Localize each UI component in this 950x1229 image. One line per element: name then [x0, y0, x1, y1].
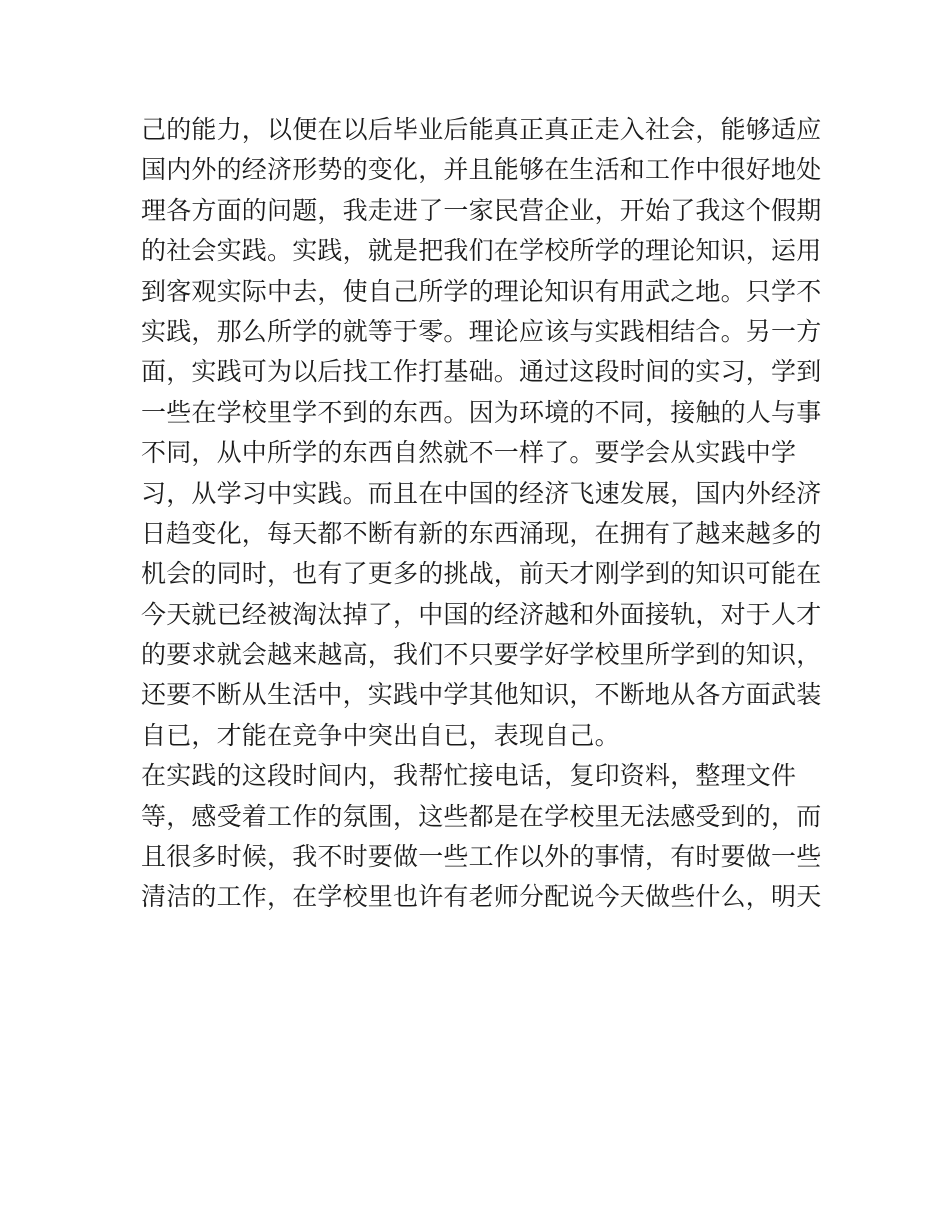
paragraph-end-line: 自已，才能在竞争中突出自已，表现自己。 — [141, 720, 620, 750]
text-line: 还要不断从生活中，实践中学其他知识，不断地从各方面武装 — [141, 680, 822, 710]
text-line: 的要求就会越来越高，我们不只要学好学校里所学到的知识， — [141, 640, 822, 670]
text-line: 不同，从中所学的东西自然就不一样了。要学会从实践中学 — [141, 438, 797, 468]
text-line: 一些在学校里学不到的东西。因为环境的不同，接触的人与事 — [141, 397, 822, 427]
text-line: 机会的同时，也有了更多的挑战，前天才刚学到的知识可能在 — [141, 559, 822, 589]
text-line: 等，感受着工作的氛围，这些都是在学校里无法感受到的，而 — [141, 801, 822, 831]
text-line: 今天就已经被淘汰掉了，中国的经济越和外面接轨，对于人才 — [141, 599, 822, 629]
text-line: 实践，那么所学的就等于零。理论应该与实践相结合。另一方 — [141, 316, 822, 346]
text-line: 清洁的工作，在学校里也许有老师分配说今天做些什么，明天 — [141, 882, 822, 912]
text-line: 面，实践可为以后找工作打基础。通过这段时间的实习，学到 — [141, 357, 822, 387]
document-body-text — [141, 110, 821, 918]
paragraph-start-line: 在实践的这段时间内，我帮忙接电话，复印资料，整理文件 — [141, 761, 797, 791]
text-line: 习，从学习中实践。而且在中国的经济飞速发展，国内外经济 — [141, 478, 822, 508]
text-line: 日趋变化，每天都不断有新的东西涌现，在拥有了越来越多的 — [141, 518, 822, 548]
text-line: 到客观实际中去，使自己所学的理论知识有用武之地。只学不 — [141, 276, 822, 306]
text-line: 己的能力，以便在以后毕业后能真正真正走入社会，能够适应 — [141, 115, 822, 144]
text-line: 理各方面的问题，我走进了一家民营企业，开始了我这个假期 — [141, 195, 822, 225]
text-line: 国内外的经济形势的变化，并且能够在生活和工作中很好地处 — [141, 155, 822, 185]
text-line: 的社会实践。实践，就是把我们在学校所学的理论知识，运用 — [141, 236, 822, 266]
text-line: 且很多时候，我不时要做一些工作以外的事情，有时要做一些 — [141, 842, 822, 872]
